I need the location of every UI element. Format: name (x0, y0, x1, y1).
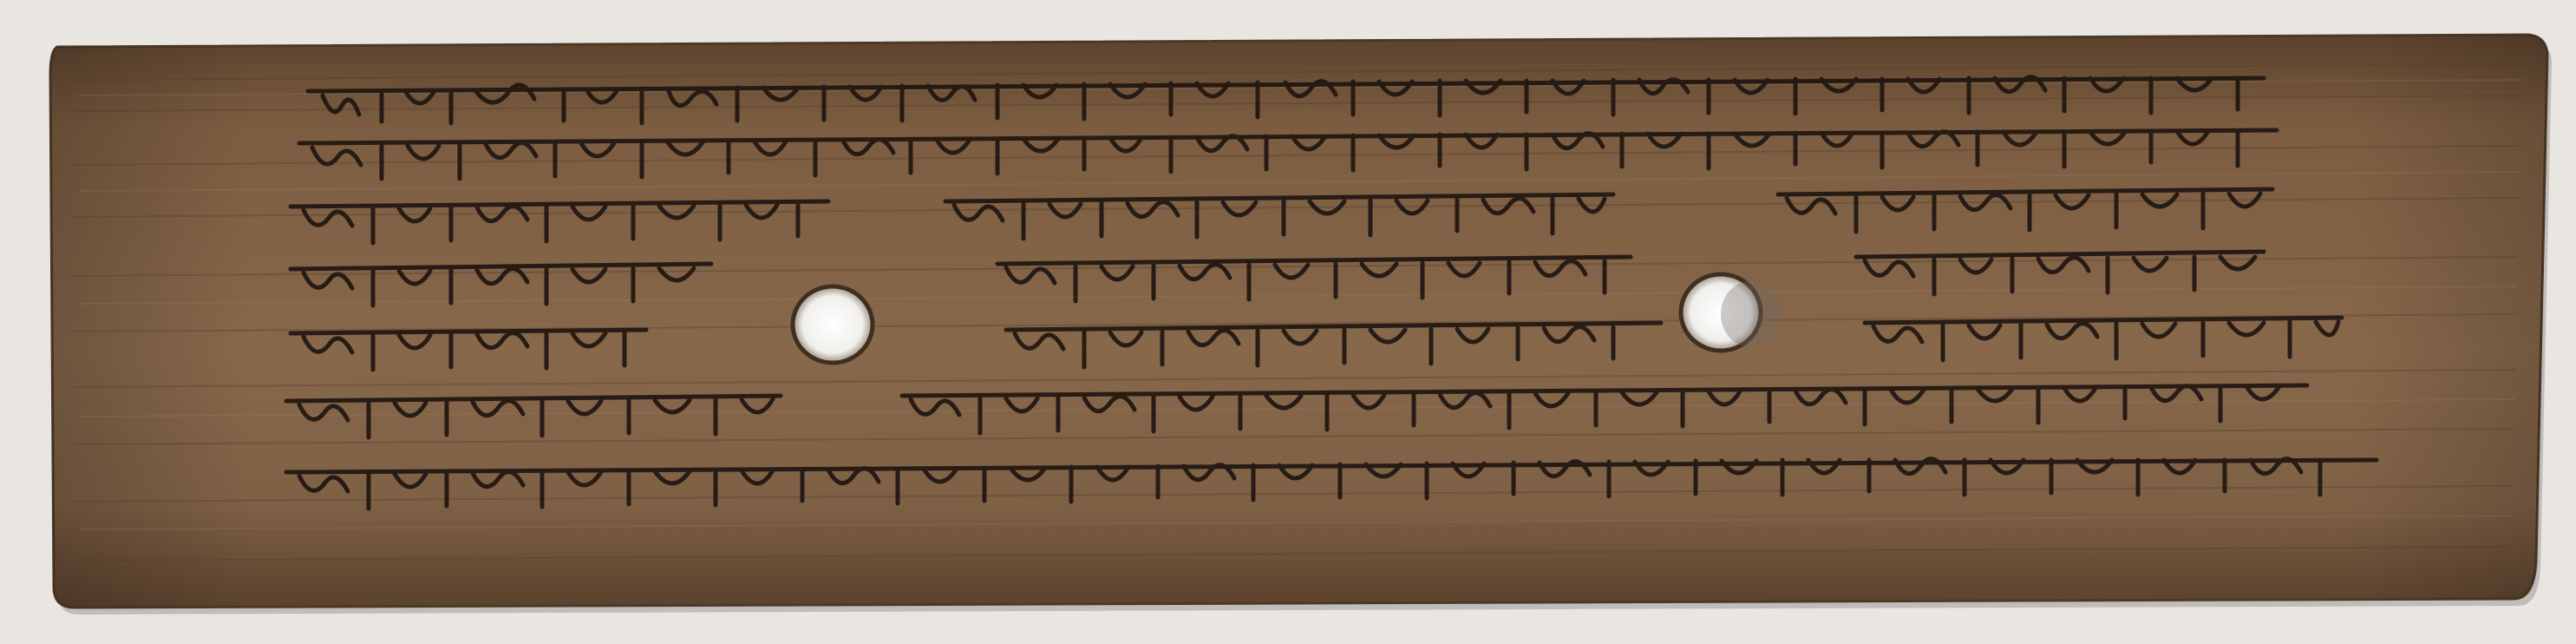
string-hole-left (793, 286, 873, 363)
